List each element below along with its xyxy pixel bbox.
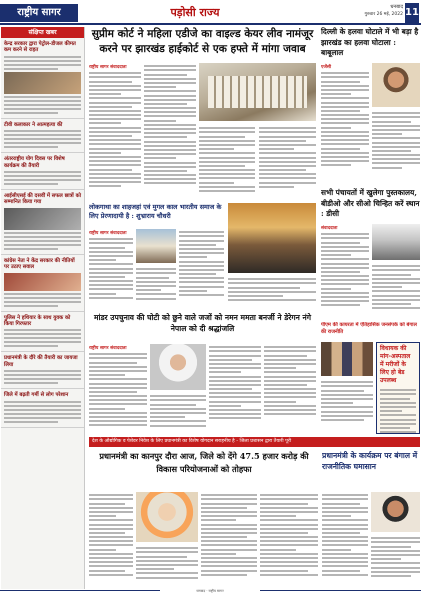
brief-photo bbox=[4, 273, 81, 291]
lead-story-col-2 bbox=[144, 63, 196, 201]
mid-left-story-col-3 bbox=[179, 229, 224, 309]
highlight-strip: देश के औद्योगिक व पेशेवर निवेश के लिए प्रधानमंत्री का विशेष योगदान सराहनीय है - जिला प्रशासन द्वारा तैयारी पूरी bbox=[89, 437, 420, 447]
briefs-column bbox=[1, 27, 85, 589]
brief-item bbox=[1, 119, 84, 153]
brief-headline: अंतरराष्ट्रीय योग दिवस पर विशेष कार्यक्रम की तैयारी bbox=[4, 156, 65, 169]
brief-headline: आईसीएसई की दसवीं में सफल छात्रों को सम्मानित किया गया bbox=[4, 193, 81, 206]
brief-item bbox=[1, 38, 84, 119]
edition-city: धनबाद bbox=[390, 4, 403, 10]
right-top-headline: दिल्ली के हलवा घोटाले में भी बड़ा है झारखंड का हलवा घोटाला : बाबूलाल bbox=[321, 27, 419, 57]
mamata-headline: मांडर उपचुनाव की घोटी को छुने वाले जजों को नमन ममता बनर्जी ने डेरेगन नंगे नेपाल को दी श्रद्धांजलि bbox=[93, 313, 311, 333]
event-caption bbox=[228, 276, 316, 309]
bottom-story-col-2 bbox=[136, 545, 198, 588]
mamata-story-col-2 bbox=[150, 393, 206, 434]
mid-left-headline: लोकगाथा का शाहजहां एवं मुगल काल भारतीय समाज के लिए प्रेरणादायी है : शुभ्राराय चौधरी bbox=[89, 203, 222, 220]
stage-photo bbox=[136, 229, 176, 263]
section-title: पड़ोसी राज्य bbox=[170, 6, 220, 19]
group-story bbox=[321, 379, 373, 434]
lead-story-col-3 bbox=[199, 125, 255, 201]
brief-headline: पुलिस ने हथियार के साथ युवक को किया गिरफ्तार bbox=[4, 314, 71, 328]
mid-left-story-col-1 bbox=[89, 229, 133, 309]
boxed-story bbox=[376, 342, 420, 434]
bottom-story-col-1 bbox=[89, 492, 133, 588]
edition-date: गुरुवार 26 मई, 2022 bbox=[364, 12, 403, 17]
brief-photo bbox=[4, 72, 81, 94]
mid-right-story-col-1 bbox=[321, 224, 369, 319]
brief-headline: कांग्रेस नेता ने केंद्र सरकार की नीतियों पर उठाए सवाल bbox=[4, 257, 75, 271]
bottom-story-col-4 bbox=[260, 492, 318, 588]
byline: राष्ट्रीय सागर संवाददाता bbox=[89, 65, 127, 70]
meeting-photo bbox=[372, 224, 420, 260]
brief-item bbox=[1, 352, 84, 389]
byline: संवाददाता bbox=[321, 226, 338, 231]
leader-portrait-photo bbox=[371, 492, 420, 532]
mid-right-story-col-2 bbox=[372, 263, 420, 319]
mamata-story-col-1 bbox=[89, 344, 147, 434]
right-top-story-col-2 bbox=[372, 110, 420, 183]
event-photo bbox=[228, 203, 316, 273]
bottom-story-col-3 bbox=[201, 492, 257, 588]
mamata-story-col-3 bbox=[209, 344, 261, 434]
masthead bbox=[0, 0, 421, 24]
footer-text: धनबाद · राष्ट्रीय सागर bbox=[160, 589, 260, 595]
boxed-story-headline: विधायक की मांग-अस्पताल में मरीजों के लिए हो बेड उपलब्ध bbox=[380, 345, 411, 384]
bottom-left-headline: प्रधानमंत्री का कानपुर दौरा आज, जिले को देंगे 47.5 हजार करोड़ की विकास परियोजनाओं को तोहफा bbox=[99, 451, 309, 474]
byline: राष्ट्रीय सागर संवाददाता bbox=[89, 346, 127, 351]
brief-headline: प्रधानमंत्री के दौरे की तैयारी का जायजा लिया bbox=[4, 355, 78, 368]
edition-info bbox=[311, 3, 403, 23]
masthead-rule bbox=[0, 23, 421, 25]
byline: राष्ट्रीय सागर संवाददाता bbox=[89, 231, 127, 236]
lead-headline: सुप्रीम कोर्ट ने महिला एडीजे का वाइल्ड केयर लीव नामंजूर करने पर झारखंड हाईकोर्ट से एक हफ्ते में मांगा जवाब bbox=[91, 28, 314, 55]
page-number: 11 bbox=[405, 3, 419, 23]
lead-story-col-1 bbox=[89, 63, 141, 201]
brief-item bbox=[1, 389, 84, 427]
modi-photo bbox=[136, 492, 198, 542]
brief-headline: केन्द्र सरकार द्वारा पेट्रोल-डीजल कीमत कम करने से राहत bbox=[4, 41, 76, 54]
brief-item bbox=[1, 190, 84, 255]
bottom-right-story-col-2 bbox=[371, 535, 420, 588]
bottom-right-headline: प्रधानमंत्री के कार्यक्रम पर बंगाल में राजनीतिक घमासान bbox=[322, 451, 418, 471]
mid-right-headline: सभी पंचायतों में खुलेगा पुस्तकालय, बीडीओ और सीओ चिन्हित करें स्थान : डीसी bbox=[321, 188, 420, 218]
babulal-portrait-photo bbox=[372, 63, 420, 107]
brief-item bbox=[1, 312, 84, 353]
supreme-court-photo bbox=[199, 63, 316, 121]
brief-headline: टीवी कलाकार ने आत्महत्या की bbox=[4, 121, 63, 128]
bottom-right-story-col-1 bbox=[322, 492, 368, 588]
brief-item bbox=[1, 153, 84, 190]
mamata-photo bbox=[150, 344, 206, 390]
mid-right-subheadline: पीएम की कायरता में ऐतिहासिक जनसंपर्क को बंगाल की राजनीति bbox=[321, 322, 417, 335]
newspaper-brand: राष्ट्रीय सागर bbox=[0, 4, 78, 22]
briefs-header: संक्षिप्त खबर bbox=[1, 27, 84, 38]
lead-story-col-4 bbox=[259, 125, 316, 201]
right-top-story-col-1 bbox=[321, 63, 369, 183]
mid-left-story-col-2 bbox=[136, 266, 176, 309]
byline: एजेंसी bbox=[321, 65, 332, 70]
brief-photo bbox=[4, 208, 81, 230]
group-photo bbox=[321, 342, 373, 376]
brief-headline: जिले में बढ़ती गर्मी से लोग परेशान bbox=[4, 392, 69, 399]
mamata-story-col-4 bbox=[264, 344, 316, 434]
brief-item bbox=[1, 255, 84, 312]
